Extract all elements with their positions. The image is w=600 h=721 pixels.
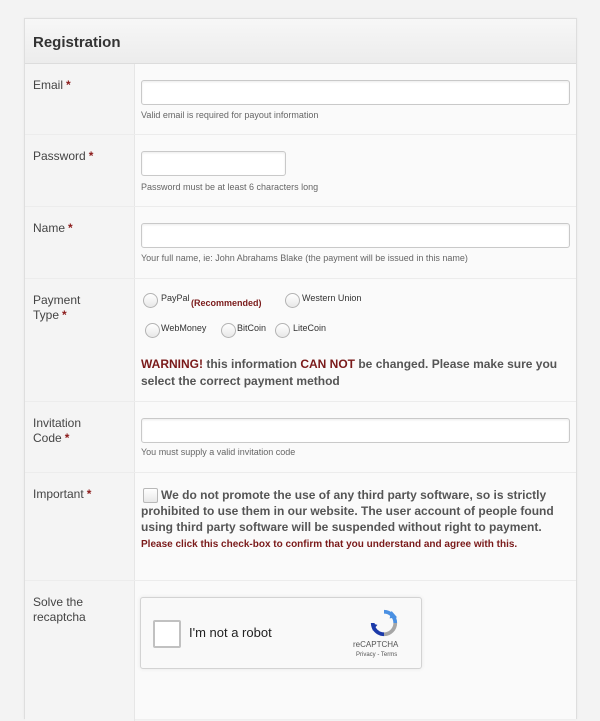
- recaptcha-label: I'm not a robot: [189, 625, 272, 640]
- radio-webmoney[interactable]: [145, 323, 160, 338]
- captcha-label: Solve the recaptcha: [33, 595, 86, 624]
- panel-header: [25, 19, 576, 64]
- recommended-label: (Recommended): [191, 298, 262, 308]
- invitation-code-input[interactable]: [141, 418, 570, 443]
- password-input[interactable]: [141, 151, 286, 176]
- important-label: Important *: [33, 487, 92, 501]
- bitcoin-label: BitCoin: [237, 323, 267, 333]
- paypal-label: PayPal: [161, 293, 190, 303]
- password-help: Password must be at least 6 characters long: [141, 182, 319, 192]
- page-title: Registration: [33, 34, 121, 51]
- radio-litecoin[interactable]: [275, 323, 290, 338]
- payment-warning: WARNING! this information CAN NOT be changed. Please make sure you select the correct payment method: [141, 357, 558, 388]
- password-row: [25, 135, 576, 207]
- required-mark: *: [62, 308, 67, 322]
- radio-western-union[interactable]: [285, 293, 300, 308]
- name-input[interactable]: [141, 223, 570, 248]
- recaptcha-terms[interactable]: Privacy - Terms: [356, 652, 398, 658]
- invitation-label: Invitation Code *: [33, 416, 82, 445]
- invitation-help: You must supply a valid invitation code: [141, 447, 296, 457]
- invitation-row: [25, 402, 576, 473]
- required-mark: *: [64, 431, 70, 445]
- name-label: Name *: [33, 221, 73, 235]
- email-input[interactable]: [141, 80, 570, 105]
- registration-panel: [24, 18, 577, 719]
- required-mark: *: [66, 78, 71, 92]
- required-mark: *: [86, 487, 92, 501]
- email-label: Email *: [33, 78, 71, 92]
- password-label: Password *: [33, 149, 94, 163]
- captcha-row: [25, 581, 576, 721]
- name-help: Your full name, ie: John Abrahams Blake (the payment will be issued in this name): [141, 253, 468, 263]
- recaptcha-checkbox[interactable]: [153, 620, 181, 648]
- recaptcha-brand: reCAPTCHA: [353, 640, 399, 649]
- western-union-label: Western Union: [302, 293, 362, 303]
- required-mark: *: [88, 149, 94, 163]
- recaptcha-logo-icon: [369, 608, 399, 638]
- payment-label: Payment Type *: [33, 293, 81, 322]
- recaptcha-widget: [140, 597, 422, 669]
- email-help: Valid email is required for payout information: [141, 110, 319, 120]
- important-row: [25, 473, 576, 581]
- name-row: [25, 207, 576, 279]
- required-mark: *: [68, 221, 73, 235]
- confirm-text: Please click this check-box to confirm that you understand and agree with this.: [141, 539, 518, 550]
- email-row: [25, 64, 576, 135]
- payment-row: [25, 279, 576, 402]
- radio-paypal[interactable]: [143, 293, 158, 308]
- litecoin-label: LiteCoin: [293, 323, 327, 333]
- webmoney-label: WebMoney: [161, 323, 207, 333]
- radio-bitcoin[interactable]: [221, 323, 236, 338]
- important-text: We do not promote the use of any third party software, so is strictly prohibited to use them in our website. The user account of people found using third party software will be suspended without right to payment. Please click this check-box to confirm that you understand and agree with this.: [141, 488, 554, 550]
